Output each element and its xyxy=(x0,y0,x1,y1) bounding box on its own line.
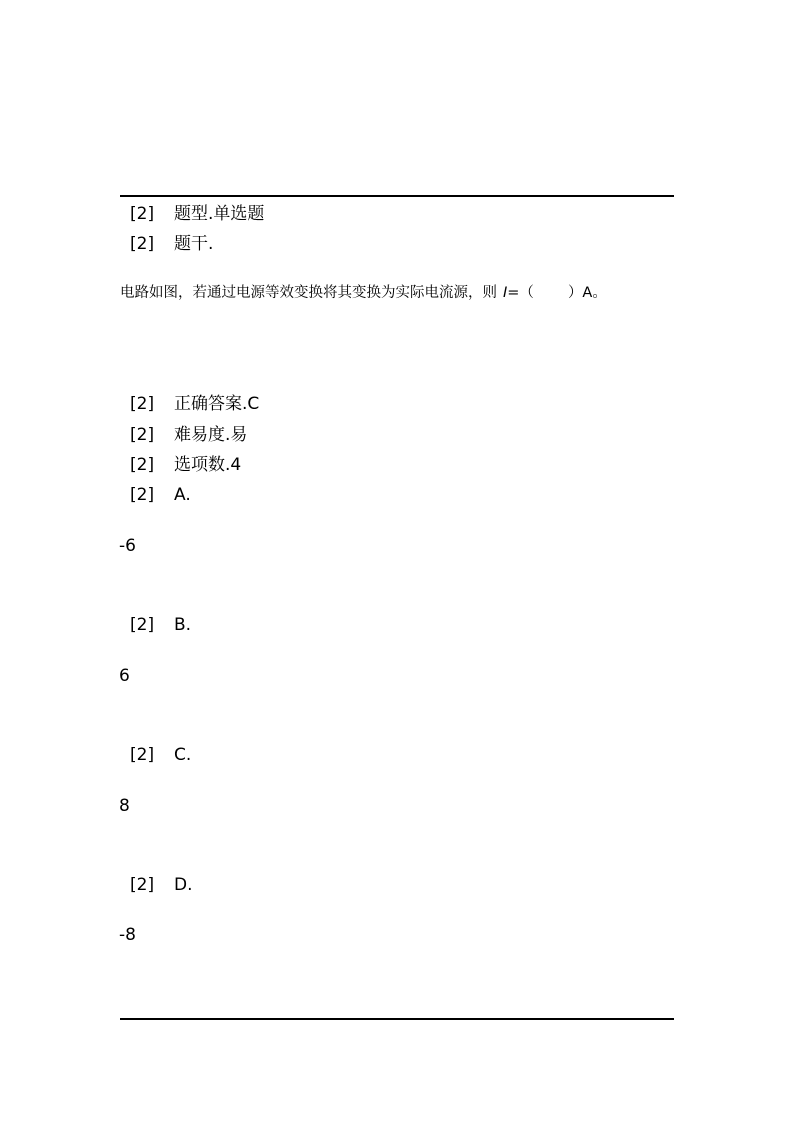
stem-variable: I xyxy=(503,285,508,301)
line-tag: [2] xyxy=(130,745,155,765)
stem-close: ）A。 xyxy=(567,285,607,301)
line-tag: [2] xyxy=(130,485,155,505)
line-tag: [2] xyxy=(130,615,155,635)
option-b-value: 6 xyxy=(119,666,130,686)
line-tag: [2] xyxy=(130,875,155,895)
line-tag: [2] xyxy=(130,204,155,224)
question-stem-label: 题干. xyxy=(174,234,214,254)
question-type-text: 题型.单选题 xyxy=(174,204,265,224)
line-tag: [2] xyxy=(130,394,155,414)
option-d-label: D. xyxy=(174,875,193,895)
option-a-label: A. xyxy=(174,485,191,505)
question-stem xyxy=(120,282,607,304)
correct-answer-text: 正确答案.C xyxy=(174,394,260,414)
bottom-rule xyxy=(120,1018,674,1020)
option-c-value: 8 xyxy=(119,796,130,816)
option-b-label: B. xyxy=(174,615,192,635)
option-c-label-line xyxy=(130,744,191,766)
line-tag: [2] xyxy=(130,455,155,475)
option-a-value: -6 xyxy=(119,536,136,556)
option-d-value: -8 xyxy=(119,925,136,945)
question-type-line xyxy=(130,203,264,225)
difficulty-line xyxy=(130,424,247,446)
line-tag: [2] xyxy=(130,425,155,445)
stem-text: 电路如图，若通过电源等效变换将其变换为实际电流源，则 xyxy=(120,285,497,301)
correct-answer-line xyxy=(130,393,259,415)
difficulty-text: 难易度.易 xyxy=(174,425,248,445)
option-d-label-line xyxy=(130,874,193,896)
stem-equals: =（ xyxy=(507,285,534,301)
question-stem-label-line xyxy=(130,233,213,255)
option-a-label-line xyxy=(130,484,191,506)
option-c-label: C. xyxy=(174,745,192,765)
line-tag: [2] xyxy=(130,234,155,254)
top-rule xyxy=(120,195,674,197)
option-count-line xyxy=(130,454,241,476)
option-b-label-line xyxy=(130,614,191,636)
option-count-text: 选项数.4 xyxy=(174,455,242,475)
